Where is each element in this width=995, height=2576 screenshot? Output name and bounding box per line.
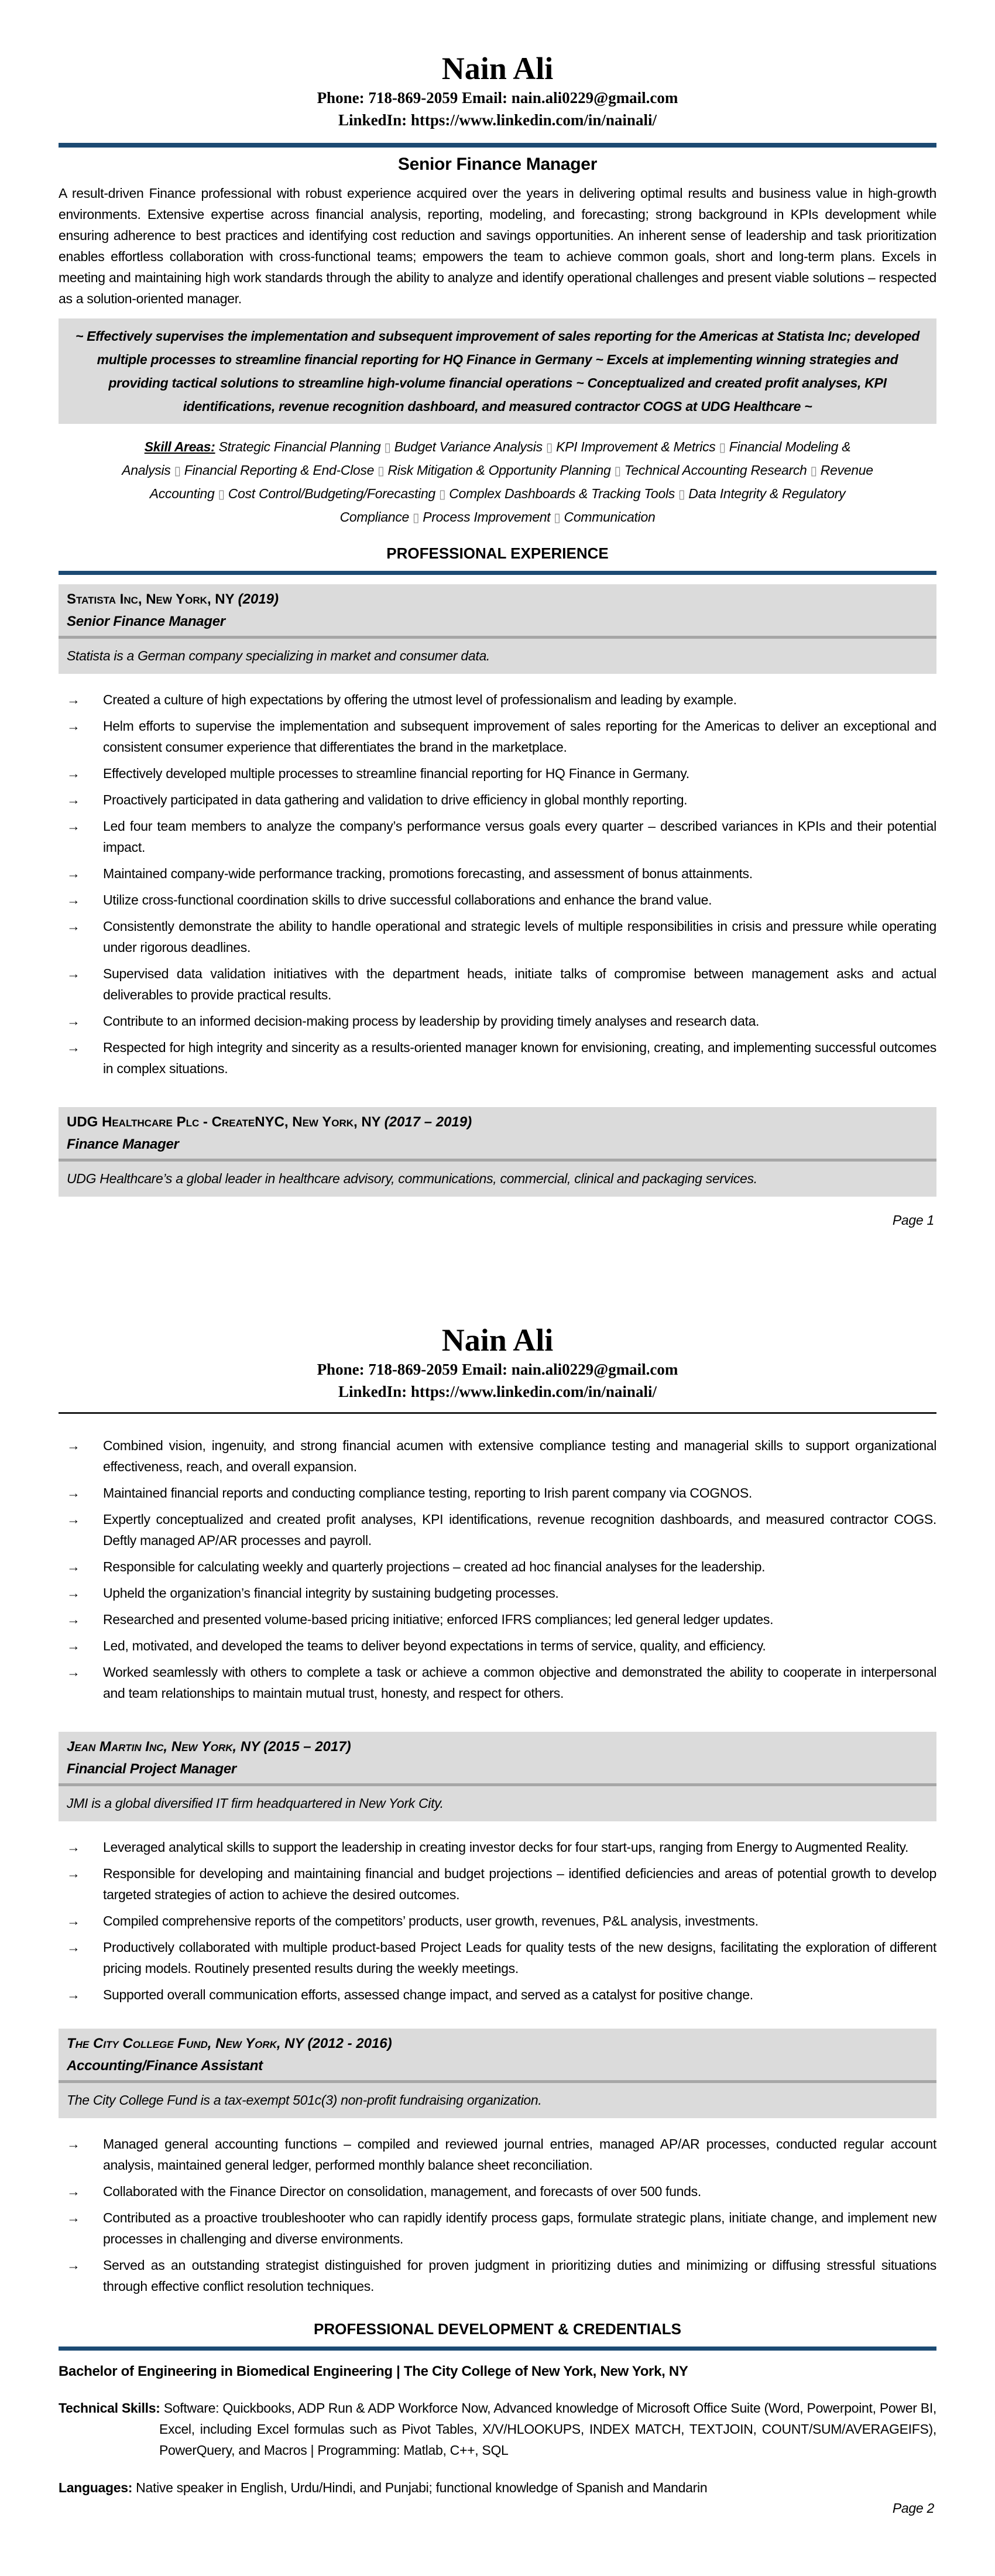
bullet-text: Created a culture of high expectations by offering the utmost level of professionalism and leading by example. xyxy=(103,692,737,708)
skill-item xyxy=(423,509,564,525)
job-header-ccf xyxy=(59,2029,936,2118)
job-header-jmi xyxy=(59,1732,936,1821)
bullet-text: Maintained company-wide performance tracking, promotions forecasting, and assessment of bonus attainments. xyxy=(103,866,753,882)
arrow-bullet-icon: → xyxy=(67,1913,80,1929)
bullet-item xyxy=(59,1509,936,1551)
skill-item xyxy=(564,509,656,525)
bullet-list-statista xyxy=(59,689,936,1079)
arrow-bullet-icon: → xyxy=(67,1559,80,1575)
arrow-bullet-icon: → xyxy=(67,866,80,882)
skill-item-label: Budget Variance Analysis xyxy=(394,439,543,455)
bullet-text: Served as an outstanding strategist distinguished for proven judgment in prioritizing duties and minimizing or diffusing stressful situations through effective conflict resolution techniques. xyxy=(103,2258,936,2294)
skill-item-label: Cost Control/Budgeting/Forecasting xyxy=(228,486,435,502)
page-1-footer: Page 1 xyxy=(892,1212,934,1228)
bullet-list-jmi xyxy=(59,1837,936,2005)
bullet-item xyxy=(59,2133,936,2176)
bullet-text: Compiled comprehensive reports of the competitors’ products, user growth, revenues, P&L analysis, investments. xyxy=(103,1913,759,1929)
bullet-item xyxy=(59,1910,936,1931)
arrow-bullet-icon: → xyxy=(67,2210,80,2226)
arrow-bullet-icon: → xyxy=(67,1987,80,2003)
bullet-list-udg xyxy=(59,1435,936,1704)
bullet-text: Productively collaborated with multiple product-based Project Leads for quality tests of the new designs, facilitating the exploration of different pricing models. Routinely presented results during the weekly meetings. xyxy=(103,1940,936,1976)
bullet-text: Led four team members to analyze the company’s performance versus goals every quarter – described variances in KPIs and their potential impact. xyxy=(103,818,936,855)
arrow-bullet-icon: → xyxy=(67,1512,80,1527)
skill-separator-box: ▯ xyxy=(384,441,391,455)
name-heading: Nain Ali xyxy=(441,51,554,86)
page-2 xyxy=(0,1288,995,2576)
arrow-bullet-icon: → xyxy=(67,1839,80,1855)
company-text: Jean Martin Inc, New York, NY xyxy=(67,1739,260,1755)
arrow-bullet-icon: → xyxy=(67,1638,80,1654)
bullet-text: Consistently demonstrate the ability to handle operational and strategic levels of multiple responsibilities in crisis and pressure while operating under rigorous deadlines. xyxy=(103,919,936,955)
arrow-bullet-icon: → xyxy=(67,1013,80,1029)
skill-separator-box: ▯ xyxy=(438,488,446,502)
p2-header-rule xyxy=(59,1412,936,1414)
job-title-ccf: Accounting/Finance Assistant xyxy=(67,2058,263,2074)
skill-separator-box: ▯ xyxy=(614,464,621,478)
arrow-bullet-icon: → xyxy=(67,919,80,934)
bullet-text: Worked seamlessly with others to complete a task or achieve a common objective and demonstrated the ability to cooperate in interpersonal and team relationships to maintain mutual trust, honesty, and respect for others. xyxy=(103,1664,936,1701)
bullet-item xyxy=(59,2207,936,2249)
bullet-item xyxy=(59,1837,936,1858)
arrow-bullet-icon: → xyxy=(67,1485,80,1501)
skill-separator-box: ▯ xyxy=(545,441,553,455)
bullet-item xyxy=(59,889,936,910)
job-description-ccf: The City College Fund is a tax-exempt 501c(3) non-profit fundraising organization. xyxy=(67,2092,542,2108)
p2-name-heading: Nain Ali xyxy=(441,1323,554,1358)
bullet-item xyxy=(59,2255,936,2297)
skill-item-label: Communication xyxy=(564,509,656,525)
skill-separator-box: ▯ xyxy=(554,511,561,525)
skill-item-label: Financial Reporting & End-Close xyxy=(184,463,375,478)
bullet-item xyxy=(59,689,936,710)
bullet-text: Respected for high integrity and sincerity as a results-oriented manager known for envisioning, creating, and implementing successful outcomes in complex situations. xyxy=(103,1040,936,1077)
bullet-item xyxy=(59,1662,936,1704)
skill-areas-list xyxy=(122,439,873,525)
skill-item xyxy=(387,463,624,478)
skill-item-label: Revenue Accounting xyxy=(149,463,873,502)
arrow-bullet-icon: → xyxy=(67,1940,80,1955)
job-title-statista: Senior Finance Manager xyxy=(67,614,225,630)
arrow-bullet-icon: → xyxy=(67,1585,80,1601)
company-name-statista xyxy=(67,591,928,608)
skill-item xyxy=(219,439,394,454)
company-text: Statista Inc, New York, NY xyxy=(67,591,235,608)
skill-item-label: Process Improvement xyxy=(423,509,551,525)
bullet-item xyxy=(59,1609,936,1630)
job-period: (2015 – 2017) xyxy=(263,1739,351,1755)
bullet-item xyxy=(59,1582,936,1604)
bullet-text: Managed general accounting functions – compiled and reviewed journal entries, managed AP/AR processes, conducted regular account analysis, maintained general ledger, performed monthly balance sheet reconciliation. xyxy=(103,2136,936,2173)
skill-item xyxy=(625,463,821,478)
skill-item xyxy=(449,486,688,501)
job-description-statista: Statista is a German company specializing in market and consumer data. xyxy=(67,648,490,664)
skill-separator-box: ▯ xyxy=(174,464,181,478)
arrow-bullet-icon: → xyxy=(67,2136,80,2152)
page-2-footer: Page 2 xyxy=(892,2500,934,2516)
arrow-bullet-icon: → xyxy=(67,818,80,834)
skill-areas-label: Skill Areas: xyxy=(144,439,215,455)
bullet-item xyxy=(59,2181,936,2202)
bullet-item xyxy=(59,1937,936,1979)
contact-linkedin: LinkedIn: https://www.linkedin.com/in/nainali/ xyxy=(338,111,657,129)
bullet-text: Researched and presented volume-based pricing initiative; enforced IFRS compliances; led general ledger updates. xyxy=(103,1612,774,1628)
bullet-text: Combined vision, ingenuity, and strong financial acumen with extensive compliance testing and managerial skills to support organizational effectiveness, reach, and overall expansion. xyxy=(103,1438,936,1475)
job-header-udg xyxy=(59,1107,936,1197)
section-heading-development: PROFESSIONAL DEVELOPMENT & CREDENTIALS xyxy=(314,2320,681,2338)
bullet-item xyxy=(59,763,936,784)
bullet-item xyxy=(59,1635,936,1656)
skill-separator-box: ▯ xyxy=(378,464,385,478)
arrow-bullet-icon: → xyxy=(67,1612,80,1628)
bullet-item xyxy=(59,963,936,1005)
bullet-text: Upheld the organization’s financial integrity by sustaining budgeting processes. xyxy=(103,1585,559,1601)
languages-label: Languages: xyxy=(59,2480,133,2496)
section-heading-experience: PROFESSIONAL EXPERIENCE xyxy=(386,544,609,563)
arrow-bullet-icon: → xyxy=(67,718,80,734)
development-rule xyxy=(59,2347,936,2351)
bullet-item xyxy=(59,1010,936,1032)
degree-line: Bachelor of Engineering in Biomedical Engineering | The City College of New York, New York, NY xyxy=(59,2363,688,2380)
company-text: UDG Healthcare Plc - CreateNYC, New York, NY xyxy=(67,1114,381,1131)
arrow-bullet-icon: → xyxy=(67,1438,80,1454)
technical-skills-label: Technical Skills: xyxy=(59,2400,160,2416)
job-period: (2019) xyxy=(238,591,279,608)
bullet-text: Leveraged analytical skills to support the leadership in creating investor decks for four start-ups, ranging from Energy to Augmented Reality. xyxy=(103,1839,909,1855)
bullet-item xyxy=(59,1984,936,2005)
bullet-item xyxy=(59,1482,936,1503)
p2-contact-linkedin: LinkedIn: https://www.linkedin.com/in/nainali/ xyxy=(338,1383,657,1401)
company-name-jmi xyxy=(67,1739,928,1755)
bullet-text: Responsible for calculating weekly and quarterly projections – created ad hoc financial analyses for the leadership. xyxy=(103,1559,766,1575)
summary-paragraph: A result-driven Finance professional with robust experience acquired over the years in delivering optimal results and business value in high-growth environments. Extensive expertise across financial analysis, reporting, modeling, and forecasting; strong background in KPIs development while ensuring adherence to best practices and identifying cost reduction and savings opportunities. An inherent sense of leadership and task prioritization enables effortless collaboration with cross-functional teams; empowers the team to achieve common goals, short and long-term plans. Excels in meeting and maintaining high work standards through the ability to analyze and identify operational challenges and present viable solutions – respected as a solution-oriented manager. xyxy=(59,186,936,307)
bullet-text: Supervised data validation initiatives with the department heads, initiate talks of compromise between management asks and actual deliverables to provide practical results. xyxy=(103,966,936,1003)
bullet-text: Helm efforts to supervise the implementation and subsequent improvement of sales reporting for the Americas to deliver an exceptional and consistent consumer experience that differentiates the brand in the marketplace. xyxy=(103,718,936,755)
bullet-item xyxy=(59,1037,936,1079)
bullet-text: Led, motivated, and developed the teams to deliver beyond expectations in terms of service, quality, and efficiency. xyxy=(103,1638,766,1654)
contact-phone-email: Phone: 718-869-2059 Email: nain.ali0229@gmail.com xyxy=(317,89,678,107)
skill-item xyxy=(228,486,449,501)
arrow-bullet-icon: → xyxy=(67,892,80,908)
bullet-item xyxy=(59,1435,936,1477)
bullet-item xyxy=(59,1556,936,1577)
resume-title: Senior Finance Manager xyxy=(397,155,598,174)
job-header-statista xyxy=(59,584,936,674)
skill-item-label: Financial Modeling & Analysis xyxy=(122,439,851,478)
bullet-text: Maintained financial reports and conducting compliance testing, reporting to Irish parent company via COGNOS. xyxy=(103,1485,752,1501)
bullet-item xyxy=(59,816,936,858)
bullet-item xyxy=(59,863,936,884)
bullet-item xyxy=(59,789,936,810)
bullet-text: Contributed as a proactive troubleshooter who can rapidly identify process gaps, formulate strategic plans, initiate change, and implement new processes in challenging and diverse environments. xyxy=(103,2210,936,2247)
p2-contact-phone-email: Phone: 718-869-2059 Email: nain.ali0229@gmail.com xyxy=(317,1361,678,1379)
job-title-udg: Finance Manager xyxy=(67,1136,179,1153)
skill-areas-paragraph xyxy=(87,436,908,529)
bullet-text: Utilize cross-functional coordination skills to drive successful collaborations and enhance the brand value. xyxy=(103,892,712,908)
skill-item xyxy=(394,439,556,454)
arrow-bullet-icon: → xyxy=(67,2184,80,2200)
job-period: (2012 - 2016) xyxy=(307,2036,392,2052)
technical-skills-paragraph xyxy=(59,2397,936,2461)
skill-item-label: KPI Improvement & Metrics xyxy=(556,439,716,455)
bullet-text: Effectively developed multiple processes to streamline financial reporting for HQ Finance in Germany. xyxy=(103,766,689,782)
experience-rule xyxy=(59,571,936,575)
skill-item-label: Risk Mitigation & Opportunity Planning xyxy=(387,463,611,478)
job-period: (2017 – 2019) xyxy=(384,1114,472,1131)
bullet-text: Expertly conceptualized and created profit analyses, KPI identifications, revenue recognition dashboards, and measured contractor COGS. Deftly managed AP/AR processes and payroll. xyxy=(103,1512,936,1549)
arrow-bullet-icon: → xyxy=(67,1866,80,1882)
company-name-ccf xyxy=(67,2036,928,2052)
skill-item-label: Technical Accounting Research xyxy=(624,463,807,478)
highlights-block: ~ Effectively supervises the implementation and subsequent improvement of sales reporting for the Americas at Statista Inc; developed multiple processes to streamline financial reporting for HQ Finance in Germany ~ Excels at implementing winning strategies and providing tactical solutions to streamline high-volume financial operations ~ Conceptualized and created profit analyses, KPI identifications, revenue recognition dashboard, and measured contractor COGS at UDG Healthcare ~ xyxy=(59,318,936,424)
arrow-bullet-icon: → xyxy=(67,966,80,982)
job-description-udg: UDG Healthcare’s a global leader in healthcare advisory, communications, commercial, clinical and packaging services. xyxy=(67,1171,757,1187)
bullet-item xyxy=(59,715,936,758)
arrow-bullet-icon: → xyxy=(67,692,80,708)
header-rule xyxy=(59,143,936,148)
bullet-item xyxy=(59,916,936,958)
company-name-udg xyxy=(67,1114,928,1131)
arrow-bullet-icon: → xyxy=(67,1040,80,1056)
arrow-bullet-icon: → xyxy=(67,1664,80,1680)
skill-separator-box: ▯ xyxy=(719,441,726,455)
arrow-bullet-icon: → xyxy=(67,792,80,808)
bullet-text: Supported overall communication efforts, assessed change impact, and served as a catalyst for positive change. xyxy=(103,1987,753,2003)
arrow-bullet-icon: → xyxy=(67,766,80,782)
arrow-bullet-icon: → xyxy=(67,2258,80,2273)
skill-item xyxy=(556,439,729,454)
bullet-text: Proactively participated in data gathering and validation to drive efficiency in global monthly reporting. xyxy=(103,792,688,808)
job-title-jmi: Financial Project Manager xyxy=(67,1761,236,1777)
company-text: The City College Fund, New York, NY xyxy=(67,2036,304,2052)
skill-separator-box: ▯ xyxy=(413,511,420,525)
bullet-text: Collaborated with the Finance Director on consolidation, management, and forecasts of over 500 funds. xyxy=(103,2184,701,2200)
skill-item-label: Complex Dashboards & Tracking Tools xyxy=(449,486,675,502)
skill-item-label: Data Integrity & Regulatory Compliance xyxy=(339,486,846,525)
skill-separator-box: ▯ xyxy=(678,488,685,502)
technical-skills-text: Software: Quickbooks, ADP Run & ADP Workforce Now, Advanced knowledge of Microsoft Office Suite (Word, Powerpoint, Power BI, Excel, including Excel formulas such as Pivot Tables, X/V/HLOOKUPS, INDEX MATCH, TEXTJOIN, COUNT/SUM/AVERAGEIFS), PowerQuery, and Macros | Programming: Matlab, C++, SQL xyxy=(159,2400,937,2458)
languages-text: Native speaker in English, Urdu/Hindi, and Punjabi; functional knowledge of Spanish and Mandarin xyxy=(136,2480,708,2496)
skill-separator-box: ▯ xyxy=(810,464,817,478)
skill-separator-box: ▯ xyxy=(218,488,225,502)
job-description-jmi: JMI is a global diversified IT firm headquartered in New York City. xyxy=(67,1796,444,1811)
bullet-list-ccf xyxy=(59,2133,936,2297)
skill-item-label: Strategic Financial Planning xyxy=(218,439,381,455)
bullet-text: Contribute to an informed decision-making process by leadership by providing timely analyses and research data. xyxy=(103,1013,760,1029)
bullet-text: Responsible for developing and maintaining financial and budget projections – identified deficiencies and areas of potential growth to develop targeted strategies of action to achieve the desired outcomes. xyxy=(103,1866,936,1903)
skill-item xyxy=(184,463,388,478)
languages-paragraph xyxy=(59,2477,936,2498)
bullet-item xyxy=(59,1863,936,1905)
